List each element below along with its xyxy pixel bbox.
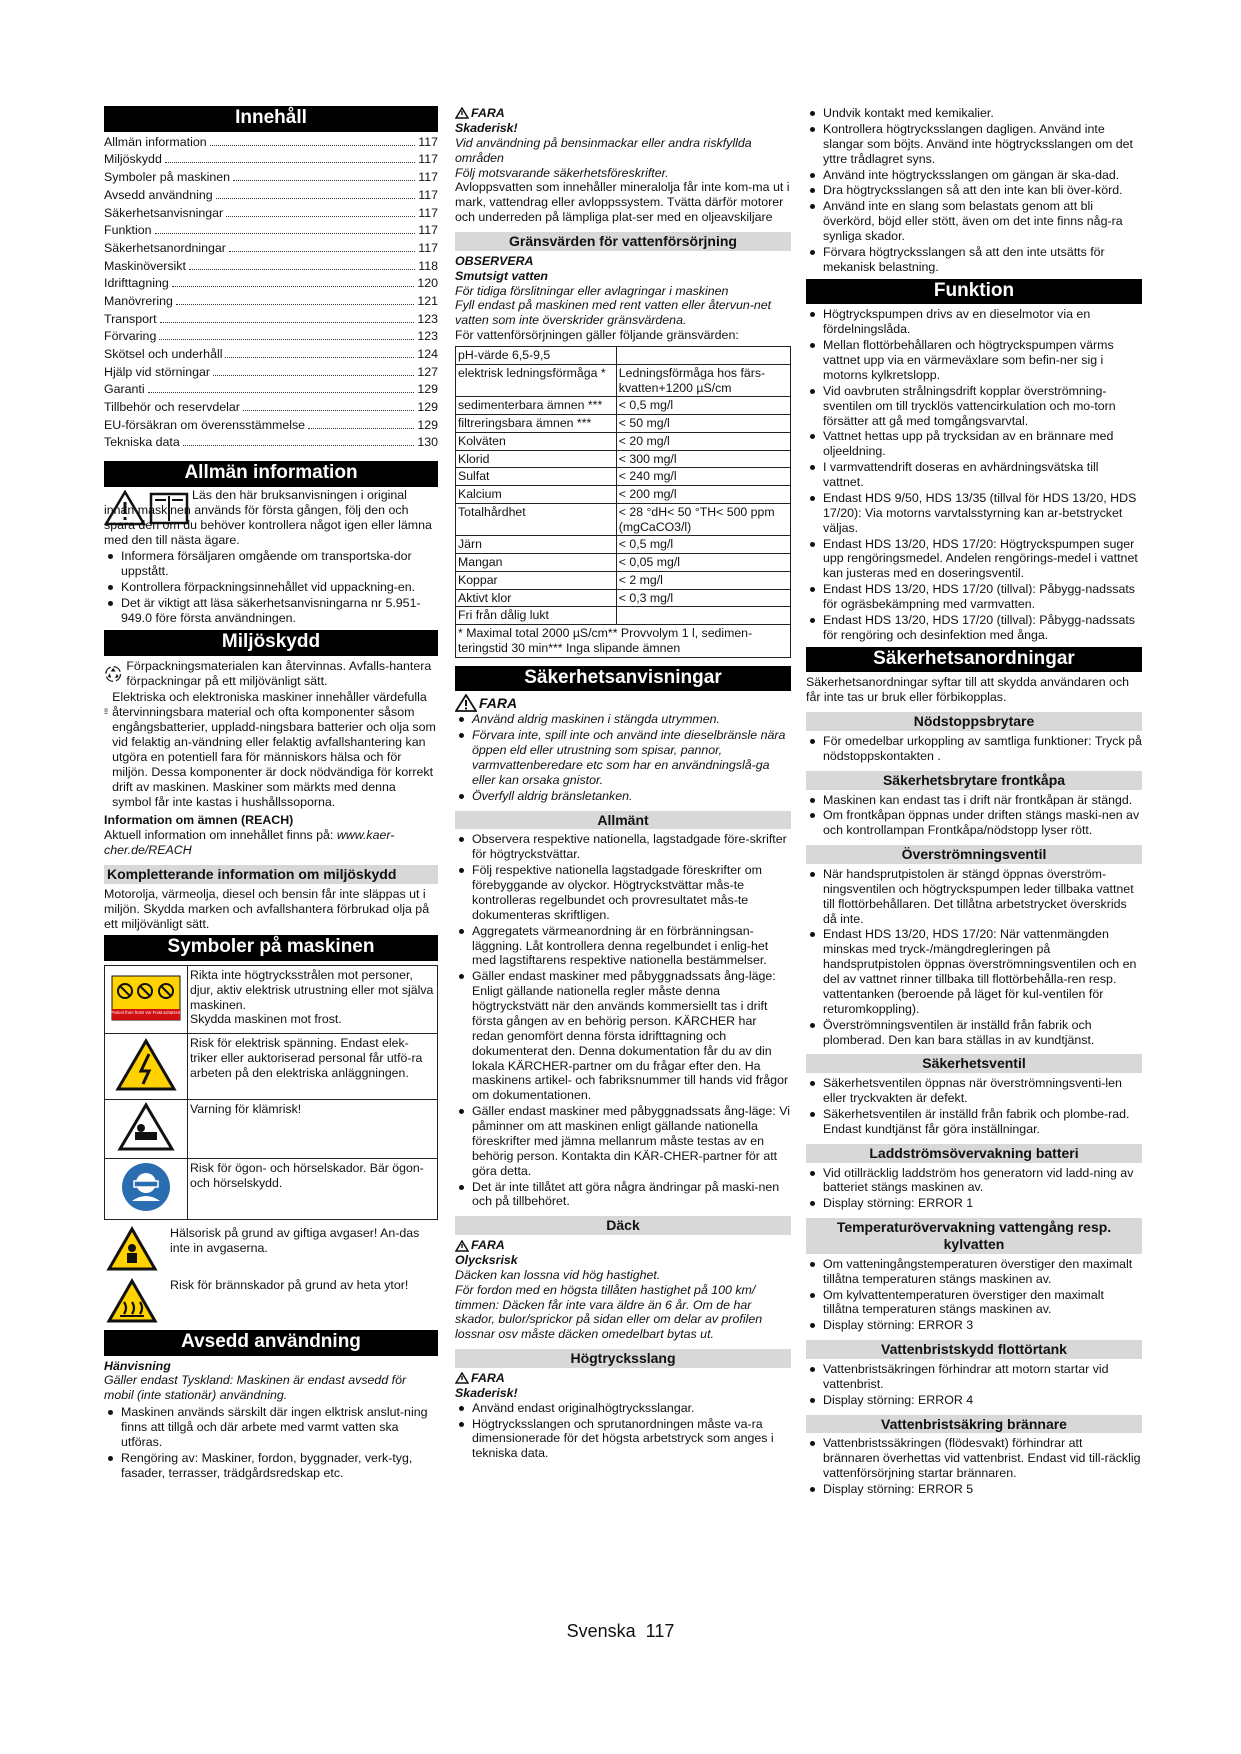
toc-entry-page: 124 [417,347,438,362]
list-item: Använd aldrig maskinen i stängda utrymmen. [455,712,791,727]
recycling-icon [104,659,122,689]
table-row [105,1034,438,1100]
toc-entry-label: EU-försäkran om överensstämmelse [104,417,306,432]
table-row [456,536,791,554]
list-item: Vattenbristssäkringen (flödesvakt) förhindrar att brännaren överhettas vid vattenbrist. Endast vid till-räcklig vattenförsörjning startar brännaren. [806,1436,1142,1481]
toc-entry[interactable] [104,135,438,153]
tire-text: Däcken kan lossna vid hög hastighet. [455,1267,661,1282]
reach-info: Aktuell information om innehållet finns på: www.kaer-cher.de/REACH [104,828,395,858]
table-row [456,503,791,536]
toc-entry[interactable] [104,329,438,347]
high-voltage-icon [115,1038,177,1092]
general-heading: Allmän information [104,461,438,487]
toc-entry[interactable] [104,276,438,294]
limit-value: < 20 mg/l [616,432,790,450]
hose-subtitle: Skaderisk! [455,1385,518,1400]
limit-param: Klorid [456,450,617,468]
limit-value [616,347,790,365]
toc-entry-page: 117 [418,170,438,185]
toc-entry[interactable] [104,241,438,259]
water-heading: Gränsvärden för vattenförsörjning [455,232,791,251]
toc-entry-label: Förvaring [104,329,157,344]
toc-entry[interactable] [104,418,438,436]
env-packaging-text: Förpackningsmaterialen kan återvinnas. Avfalls-hantera förpackningar på ett miljövänligt sätt. [126,658,432,688]
reach-title: Information om ämnen (REACH) [104,813,294,828]
limit-value: < 200 mg/l [616,486,790,504]
devices-heading: Säkerhetsanordningar [806,647,1142,673]
list-item: Maskinen används särskilt där ingen elktrisk anslut-ning finns att tillgå och där arbete med varmt vatten ska utföras. [104,1405,438,1450]
list-item: Endast HDS 13/20, HDS 17/20 (tillval): Påbygg-nadssats för ogräsbekämpning med varmvatten. [806,582,1142,612]
list-item: Kontrollera högtrycksslangen dagligen. Använd inte slangar som böjts. Använd inte högtrycksslangen om det yttre trådlagret syns. [806,122,1142,167]
limit-param: Totalhårdhet [456,503,617,536]
toc-entry[interactable] [104,312,438,330]
list-item: Display störning: ERROR 4 [806,1393,1142,1408]
toc-leader [183,445,415,446]
limit-param: Kolväten [456,432,617,450]
list-item: Om frontkåpan öppnas under driften stängs maski-nen av och kontrollampan Frontkåpa/nödstopp lyser rött. [806,808,1142,838]
toc-leader [165,162,415,163]
symbol-text: Risk för elektrisk spänning. Endast elek-triker eller auktoriserad personal får utfö-ra arbeten på den elektriska anläggningen. [188,1034,438,1100]
toc-entry-page: 117 [418,205,438,220]
limit-value: < 0,5 mg/l [616,397,790,415]
list-item: Överströmningsventilen är inställd från fabrik och plomberad. Den kan bara ställas in av kundtjänst. [806,1018,1142,1048]
danger-triangle-icon [455,1372,469,1384]
toc-entry[interactable] [104,188,438,206]
toc-entry-page: 129 [417,400,438,415]
list-item: För omedelbar urkoppling av samtliga funktioner: Tryck på nödstoppskontakten . [806,734,1142,764]
general-safety-heading: Allmänt [455,811,791,830]
list-item: Undvik kontakt med kemikalier. [806,106,1142,121]
limit-value: Ledningsförmåga hos färs-kvatten+1200 µS/cm [616,364,790,397]
toc-leader [225,357,414,358]
list-item: Använd inte en slang som belastats genom att bli överkörd, böjd eller stött, även om det inte finns någ-ra synliga skador. [806,199,1142,244]
limit-param: Fri från dålig lukt [456,607,617,625]
device-section-heading: Säkerhetsbrytare frontkåpa [806,771,1142,790]
list-item: Display störning: ERROR 3 [806,1318,1142,1333]
toc-entry[interactable] [104,365,438,383]
symbols-heading: Symboler på maskinen [104,935,438,961]
toc-leader [176,304,414,305]
toc-entry[interactable] [104,294,438,312]
list-item: Vid oavbruten strålningsdrift kopplar överströmning-sventilen om till trycklös vattencirkulation och mo-torn försätter att gå med tomgångsvarvtal. [806,384,1142,429]
env-electronics [104,690,438,809]
water-text: För vattenförsörjningen gäller följande gränsvärden: [455,328,739,343]
toc-entry-page: 117 [418,187,438,202]
toc-entry-page: 123 [417,311,438,326]
crossed-bin-icon [104,690,108,732]
table-row [105,1100,438,1159]
toc-entry-label: Idrifttagning [104,276,169,291]
limit-value: < 240 mg/l [616,468,790,486]
list-item: Endast HDS 13/20, HDS 17/20 (tillval): Påbygg-nadssats för rengöring och desinfektion med ånga. [806,613,1142,643]
toc-entry-label: Tekniska data [104,435,180,450]
list-item: Endast HDS 9/50, HDS 13/35 (tillval för HDS 13/20, HDS 17/20): Via motorns varvtalsstyrning kan ar-betstrycket väljas. [806,491,1142,536]
limit-value: < 0,05 mg/l [616,554,790,572]
toc-entry[interactable] [104,206,438,224]
table-row [456,554,791,572]
fara-text: Följ motsvarande säkerhetsföreskrifter. [455,165,669,180]
list-item: Följ respektive nationella lagstadgade föreskrifter om förebyggande av olyckor. Högtryckstvättar mås-te kontrolleras regelbundet och provresultatet mås-te dokumenteras skriftligen. [455,863,791,923]
toc-leader [172,286,415,287]
limit-param: Koppar [456,571,617,589]
list-item: I varmvattendrift doseras en avhärdningsvätska till vattnet. [806,460,1142,490]
device-section-heading: Laddströmsövervakning batteri [806,1144,1142,1163]
toc-entry-label: Maskinöversikt [104,258,186,273]
toc-entry-page: 121 [417,293,438,308]
exhaust-text: Hälsorisk på grund av giftiga avgaser! An-das inte in avgaserna. [170,1225,420,1255]
limit-param: sedimenterbara ämnen *** [456,397,617,415]
toc-entry-label: Avsedd användning [104,187,213,202]
env-extra-text: Motorolja, värmeolja, diesel och bensin får inte släppas ut i miljön. Skydda marken och avfallshantera förbrukad olja på ett miljövänligt sätt. [104,886,430,931]
list-item: Säkerhetsventilen är inställd från fabrik och plombe-rad. Endast kundtjänst får göra inställningar. [806,1107,1142,1137]
limit-value: < 2 mg/l [616,571,790,589]
table-row [456,468,791,486]
tire-heading: Däck [455,1216,791,1235]
list-item: Vattnet hettas upp på trycksidan av en brännare med oljeeldning. [806,429,1142,459]
toc-entry[interactable] [104,347,438,365]
symbol-text: Varning för klämrisk! [188,1100,438,1159]
column-middle [455,102,791,1463]
fara-signal: FARA [455,1238,791,1253]
toc-entry[interactable] [104,223,438,241]
icon-caption: Protect from frost! Vor Frost schützen! [111,1009,181,1015]
table-row [456,347,791,365]
list-item: Maskinen kan endast tas i drift när frontkåpan är stängd. [806,793,1142,808]
toxic-exhaust-icon [106,1226,158,1272]
toc-entry-page: 117 [418,152,438,167]
limit-param: elektrisk ledningsförmåga * [456,364,617,397]
list-item: Rengöring av: Maskiner, fordon, byggnader, verk-tyg, fasader, terrasser, trädgårdsredskap etc. [104,1451,438,1481]
list-item: Om kylvattentemperaturen överstiger den maximalt tillåtna temperaturen stängs maskinen av. [806,1288,1142,1318]
list-item: Förvara högtrycksslangen så att den inte utsätts för mekanisk belastning. [806,245,1142,275]
list-item: Förvara inte, spill inte och använd inte dieselbränsle nära öppen eld eller utrustning som spisar, pannor, varmvattenberedare etc som har en användningslå-ga eller kan orsaka gnistor. [455,728,791,788]
list-item: Gäller endast maskiner med påbyggnadssats ång-läge: Enligt gällande nationella regler måste denna högtryckstvätt när den används kommersiellt tas i drift första gången av en behörig person. KÄRCHER har redan genomfört denna första idrifttagning och dokumenterat den. Denna dokumentation får du av din lokala KÄRCHER-partner om du frågar efter den. Ha maskinens artikel- och fabriksnummer till hands vid frågor om dokumentationen. [455,969,791,1103]
env-extra-heading: Kompletterande information om miljöskydd [104,865,438,884]
symbol-text: Rikta inte högtrycksstrålen mot personer, djur, aktiv elektrisk utrustning eller mot själva maskinen. Skydda maskinen mot frost. [188,966,438,1034]
toc-entry-label: Säkerhetsanvisningar [104,205,224,220]
observe-label: OBSERVERA [455,253,534,268]
fara-signal: FARA [455,694,791,712]
table-row [456,432,791,450]
toc-leader [148,392,415,393]
list-item: Observera respektive nationella, lagstadgade före-skrifter för högtryckstvättar. [455,832,791,862]
list-item: Endast HDS 13/20, HDS 17/20: Högtryckspumpen suger upp rengöringsmedel. Andelen rengörings-medel i vattnet kan justeras med en doseringsventil. [806,537,1142,582]
symbols-table [104,965,438,1220]
list-item: Informera försäljaren omgående om transportska-dor uppstått. [104,549,438,579]
water-text: För tidiga förslitningar eller avlagringar i maskinen [455,283,729,298]
hot-surface-icon [106,1278,158,1324]
intended-heading: Avsedd användning [104,1330,438,1356]
toc-leader [233,180,415,181]
fara-signal: FARA [455,106,791,121]
toc-entry-page: 127 [417,364,438,379]
limit-param: Sulfat [456,468,617,486]
reach-link[interactable]: www.kaer-cher.de/REACH [104,828,395,858]
table-row [456,571,791,589]
tire-text: För fordon med en högsta tillåten hastighet på 100 km/ timmen: Däcken får inte vara äldre än 6 år. Om de har skador, bulor/sprickor på sidan eller om delar av profilen lossnar osv måste däcken omedelbart bytas ut. [455,1282,763,1342]
list-item: Om vatteningångstemperaturen överstiger den maximalt tillåtna temperaturen stängs maskinen av. [806,1257,1142,1287]
toc-entry-page: 117 [418,134,438,149]
toc-entry[interactable] [104,382,438,400]
toc-entry-page: 129 [417,382,438,397]
page-footer [0,1621,1241,1643]
toc-entry-label: Tillbehör och reservdelar [104,400,240,415]
table-of-contents [104,135,438,453]
table-row [456,589,791,607]
intended-note-text: Gäller endast Tyskland: Maskinen är endast avsedd för mobil (inte stationär) användning. [104,1373,407,1403]
table-row [105,1158,438,1219]
env-packaging [104,659,438,691]
limits-footnote: * Maximal total 2000 µS/cm** Provvolym 1 l, sedimen-teringstid 30 min*** Inga slipande ämnen [456,625,791,658]
intended-note-title: Hänvisning [104,1358,171,1373]
toc-heading: Innehåll [104,106,438,132]
general-intro-text: Läs den här bruksanvisningen i original innan maskinen används för första gången, följ den och spara den om du behöver kontrollera något igen eller lämna med den till nästa ägare. [104,487,432,547]
toc-entry-page: 130 [417,435,438,450]
toc-leader [243,410,414,411]
devices-sections [806,712,1142,1497]
limit-value [616,607,790,625]
device-section-heading: Nödstoppsbrytare [806,712,1142,731]
env-heading: Miljöskydd [104,630,438,656]
device-section-heading: Vattenbristskydd flottörtank [806,1340,1142,1359]
table-row [456,486,791,504]
list-item: Högtryckspumpen drivs av en dieselmotor via en fördelningslåda. [806,307,1142,337]
limit-value: < 300 mg/l [616,450,790,468]
toc-leader [216,198,416,199]
toc-leader [189,269,415,270]
toc-entry-label: Säkerhetsanordningar [104,240,226,255]
toc-entry[interactable] [104,152,438,170]
toc-entry-label: Symboler på maskinen [104,170,231,185]
limit-value: < 50 mg/l [616,415,790,433]
limit-value: < 28 °dH< 50 °TH< 500 ppm (mgCaCO3/l) [616,503,790,536]
water-limits-table [455,346,791,658]
danger-triangle-icon [455,1240,469,1252]
list-item: Vid otillräcklig laddström hos generatorn vid ladd-ning av batteriet stängs maskinen av. [806,1166,1142,1196]
table-row [456,607,791,625]
toc-entry-page: 129 [417,417,438,432]
toc-entry-page: 118 [418,258,438,273]
toc-entry[interactable] [104,170,438,188]
device-section-heading: Överströmningsventil [806,845,1142,864]
list-item: Överfyll aldrig bränsletanken. [455,789,791,804]
toc-entry-label: Manövrering [104,293,173,308]
toc-entry-label: Transport [104,311,157,326]
hot-surface-text: Risk för brännskador på grund av heta ytor! [170,1277,409,1292]
fara-subtitle: Skaderisk! [455,120,518,135]
toc-entry[interactable] [104,435,438,453]
list-item: Gäller endast maskiner med påbyggnadssats ång-läge: Vi påminner om att maskinen enligt gällande nationella föreskrifter med jämna mellanrum måste testas av en behörig person. Kontakta din KÄR-CHER-partner för att göra detta. [455,1104,791,1178]
limit-param: Kalcium [456,486,617,504]
list-item: Display störning: ERROR 5 [806,1482,1142,1497]
list-item: Säkerhetsventilen öppnas när överströmningsventi-len eller tryckvakten är defekt. [806,1076,1142,1106]
danger-triangle-icon [455,107,469,119]
list-item: Dra högtrycksslangen så att den inte kan bli över-körd. [806,183,1142,198]
list-item: Display störning: ERROR 1 [806,1196,1142,1211]
no-spray-people-warning-icon [111,975,181,1021]
table-row [456,450,791,468]
list-item: Vattenbristsäkringen förhindrar att motorn startar vid vattenbrist. [806,1362,1142,1392]
hose-heading: Högtrycksslang [455,1349,791,1368]
hot-surface-symbol [104,1278,438,1324]
table-row [105,966,438,1034]
list-item: Det är inte tillåtet att göra några ändringar på maski-nen och på tillbehöret. [455,1180,791,1210]
devices-intro: Säkerhetsanordningar syftar till att skydda användaren och får inte tas ur bruk eller förbikopplas. [806,675,1130,705]
water-text: Fyll endast på maskinen med rent vatten eller återvun-net vatten som inte överskrider gränsvärdena. [455,298,772,328]
toc-entry-label: Hjälp vid störningar [104,364,211,379]
env-electronics-text: Elektriska och elektroniska maskiner innehåller värdefulla återvinningsbara material och ofta komponenter såsom engångsbatterier, uppladd-ningsbara batterier och olja som vid felaktig an-vändning eller felaktig avfallshantering kan utgöra en potentiell fara för människors hälsa och för miljön. Dessa komponenter är dock nödvändiga för korrekt drift av maskinen. Maskiner som märkts med denna symbol får inte kastas i hushållssoporna. [112,690,436,809]
page-number: 117 [645,1621,675,1641]
limit-param: pH-värde 6,5-9,5 [456,347,617,365]
toc-entry-page: 117 [418,223,438,238]
toc-entry-label: Miljöskydd [104,152,162,167]
toc-leader [159,339,414,340]
list-item: Högtrycksslangen och sprutanordningen måste va-ra dimensionerade för det högsta arbetstryck som anges i tekniska data. [455,1417,791,1462]
toc-entry-label: Skötsel och underhåll [104,347,223,362]
limit-param: Järn [456,536,617,554]
footer-language: Svenska [566,1621,636,1641]
danger-triangle-icon [455,694,477,712]
column-left [104,102,438,1483]
toc-leader [229,251,415,252]
limit-param: Aktivt klor [456,589,617,607]
limit-value: < 0,5 mg/l [616,536,790,554]
eye-ear-protection-icon [120,1161,172,1213]
limit-param: filtreringsbara ämnen *** [456,415,617,433]
toc-leader [160,322,415,323]
toc-entry-label: Funktion [104,223,152,238]
list-item: Använd inte högtrycksslangen om gängan är ska-dad. [806,168,1142,183]
toc-entry-label: Garanti [104,382,145,397]
toc-leader [213,375,414,376]
toc-leader [155,233,416,234]
function-heading: Funktion [806,279,1142,305]
toc-entry[interactable] [104,259,438,277]
list-item: Aggregatets värmeanordning är en förbränningsan-läggning. Låt kontrollera denna regelbundet i enlig-het med lagstiftarens respektive nationella bestämmelser. [455,924,791,969]
toc-entry-page: 120 [417,276,438,291]
list-item: Använd endast originalhögtrycksslangar. [455,1401,791,1416]
crush-hazard-icon [117,1102,175,1152]
list-item: Det är viktigt att läsa säkerhetsanvisningarna nr 5.951-949.0 före första användningen. [104,596,438,626]
toc-entry-label: Allmän information [104,134,207,149]
device-section-heading: Säkerhetsventil [806,1054,1142,1073]
symbol-text: Risk för ögon- och hörselskador. Bär ögon- och hörselskydd. [188,1158,438,1219]
toc-entry-page: 117 [418,240,438,255]
limit-value: < 0,3 mg/l [616,589,790,607]
tire-subtitle: Olycksrisk [455,1252,518,1267]
toc-leader [226,216,415,217]
device-section-heading: Vattenbristsäkring brännare [806,1415,1142,1434]
limit-param: Mangan [456,554,617,572]
list-item: När handsprutpistolen är stängd öppnas överström-ningsventilen och högtryckspumpen leder tillbaka vattnet till flottörbehållaren. Det tillåtna arbetstrycket överskrids då inte. [806,867,1142,927]
exhaust-symbol [104,1226,438,1272]
toc-leader [308,428,414,429]
device-section-heading: Temperaturövervakning vattengång resp. kylvatten [806,1218,1142,1254]
table-row [456,364,791,397]
toc-leader [210,145,416,146]
column-right [806,102,1142,1499]
table-row [456,415,791,433]
fara-text: Vid användning på bensinmackar eller andra riskfyllda områden [455,135,752,165]
fara-text: Avloppsvatten som innehåller mineralolja får inte kom-ma ut i mark, vattendrag eller avloppssystem. Tvätta därför motorer och underreden på lämpliga plat-ser med en oljeavskiljare [455,180,790,225]
table-row [456,625,791,658]
list-item: Kontrollera förpackningsinnehållet vid uppackning-en. [104,580,438,595]
list-item: Mellan flottörbehållaren och högtryckspumpen värms vattnet upp via en värmeväxlare som befin-ner sig i motorns kylkretslopp. [806,338,1142,383]
toc-entry[interactable] [104,400,438,418]
safety-heading: Säkerhetsanvisningar [455,666,791,692]
list-item: Endast HDS 13/20, HDS 17/20: När vattenmängden minskas med tryck-/mängdregleringen på handsprutpistolen öppnas överströmningsventilen och en del av vattnet rinner tillbaka till flottörbehålla-ren resp. vattentanken (beroende på läget för kul-ventilen för returomkoppling). [806,927,1142,1016]
water-subtitle: Smutsigt vatten [455,268,548,283]
table-row [456,397,791,415]
toc-entry-page: 123 [417,329,438,344]
fara-signal: FARA [455,1371,791,1386]
